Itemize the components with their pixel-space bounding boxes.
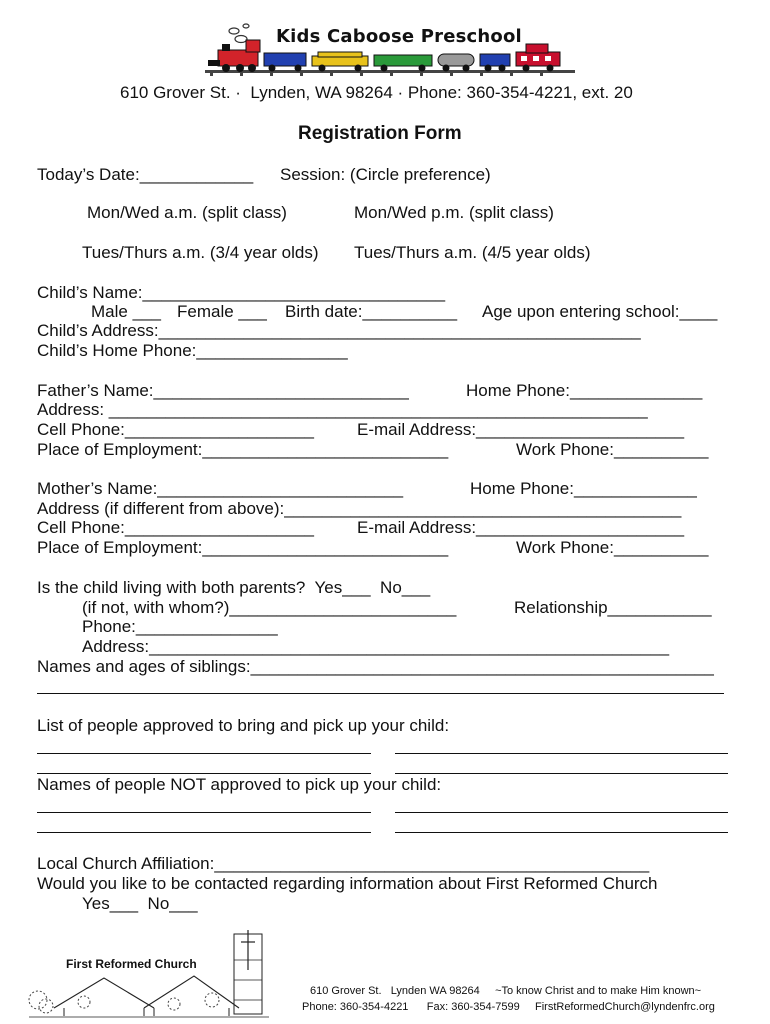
contact-yes-no-field[interactable]: Yes___ No___ bbox=[82, 894, 198, 913]
siblings-field[interactable]: Names and ages of siblings:_________________________________________________ bbox=[37, 657, 714, 676]
contact-question: Would you like to be contacted regarding information about First Reformed Church bbox=[37, 874, 658, 893]
not-approved-line[interactable] bbox=[37, 812, 371, 813]
not-approved-line[interactable] bbox=[37, 832, 371, 833]
child-address-field[interactable]: Child’s Address:___________________________________________________ bbox=[37, 321, 641, 340]
male-field[interactable]: Male ___ bbox=[91, 302, 161, 321]
father-address-field[interactable]: Address: _________________________________________________________ bbox=[37, 400, 648, 419]
approved-line[interactable] bbox=[395, 753, 728, 754]
session-option-mw-pm[interactable]: Mon/Wed p.m. (split class) bbox=[354, 203, 554, 222]
todays-date-field[interactable]: Today’s Date:____________ bbox=[37, 165, 254, 184]
mother-address-field[interactable]: Address (if different from above):__________________________________________ bbox=[37, 499, 682, 518]
father-work-phone-field[interactable]: Work Phone:__________ bbox=[516, 440, 709, 459]
session-option-tt-45[interactable]: Tues/Thurs a.m. (4/5 year olds) bbox=[354, 243, 591, 262]
father-name-field[interactable]: Father’s Name:___________________________ bbox=[37, 381, 409, 400]
father-home-phone-field[interactable]: Home Phone:______________ bbox=[466, 381, 703, 400]
with-whom-field[interactable]: (if not, with whom?)________________________ bbox=[82, 598, 457, 617]
form-title: Registration Form bbox=[298, 123, 462, 144]
approved-pickup-label: List of people approved to bring and pick up your child: bbox=[37, 716, 450, 735]
session-option-mw-am[interactable]: Mon/Wed a.m. (split class) bbox=[87, 203, 287, 222]
not-approved-line[interactable] bbox=[395, 812, 728, 813]
not-approved-line[interactable] bbox=[395, 832, 728, 833]
approved-line[interactable] bbox=[37, 773, 371, 774]
church-building-icon bbox=[24, 930, 274, 1020]
relationship-field[interactable]: Relationship___________ bbox=[514, 598, 712, 617]
mother-work-phone-field[interactable]: Work Phone:__________ bbox=[516, 538, 709, 557]
not-approved-pickup-label: Names of people NOT approved to pick up your child: bbox=[37, 775, 442, 794]
mother-home-phone-field[interactable]: Home Phone:_____________ bbox=[470, 479, 697, 498]
school-address: 610 Grover St. · Lynden, WA 98264 · Phone: 360-354-4221, ext. 20 bbox=[120, 83, 633, 102]
mother-cell-phone-field[interactable]: Cell Phone:____________________ bbox=[37, 518, 314, 537]
siblings-extra-line[interactable] bbox=[37, 693, 724, 694]
session-label: Session: (Circle preference) bbox=[280, 165, 491, 184]
school-name: Kids Caboose Preschool bbox=[276, 26, 522, 47]
footer-contact: Phone: 360-354-4221 Fax: 360-354-7599 FirstReformedChurch@lyndenfrc.org bbox=[302, 1001, 715, 1013]
mother-email-field[interactable]: E-mail Address:______________________ bbox=[357, 518, 685, 537]
birth-date-field[interactable]: Birth date:__________ bbox=[285, 302, 458, 321]
church-affiliation-field[interactable]: Local Church Affiliation:______________________________________________ bbox=[37, 854, 650, 873]
mother-name-field[interactable]: Mother’s Name:__________________________ bbox=[37, 479, 404, 498]
approved-line[interactable] bbox=[37, 753, 371, 754]
age-field[interactable]: Age upon entering school:____ bbox=[482, 302, 718, 321]
session-option-tt-34[interactable]: Tues/Thurs a.m. (3/4 year olds) bbox=[82, 243, 319, 262]
church-name: First Reformed Church bbox=[66, 957, 197, 971]
approved-line[interactable] bbox=[395, 773, 728, 774]
child-home-phone-field[interactable]: Child’s Home Phone:________________ bbox=[37, 341, 348, 360]
father-email-field[interactable]: E-mail Address:______________________ bbox=[357, 420, 685, 439]
mother-employment-field[interactable]: Place of Employment:__________________________ bbox=[37, 538, 449, 557]
father-cell-phone-field[interactable]: Cell Phone:____________________ bbox=[37, 420, 314, 439]
guardian-address-field[interactable]: Address:_______________________________________________________ bbox=[82, 637, 670, 656]
female-field[interactable]: Female ___ bbox=[177, 302, 267, 321]
guardian-phone-field[interactable]: Phone:_______________ bbox=[82, 617, 278, 636]
child-name-field[interactable]: Child’s Name:________________________________ bbox=[37, 283, 446, 302]
footer-address: 610 Grover St. Lynden WA 98264 ~To know Christ and to make Him known~ bbox=[310, 985, 702, 997]
both-parents-question[interactable]: Is the child living with both parents? Yes___ No___ bbox=[37, 578, 431, 597]
father-employment-field[interactable]: Place of Employment:__________________________ bbox=[37, 440, 449, 459]
